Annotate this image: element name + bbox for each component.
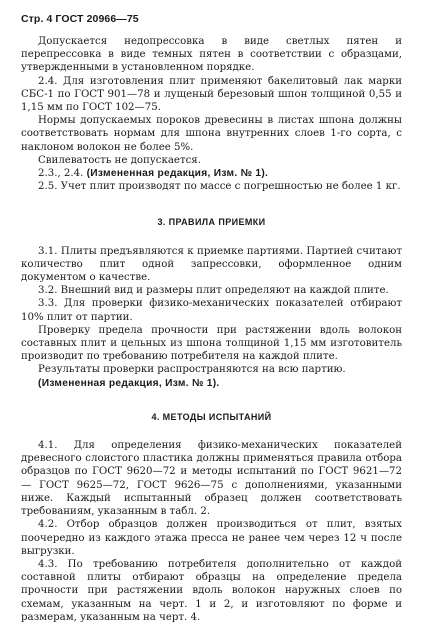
paragraph-twist: Свилеватость не допускается. — [38, 154, 201, 166]
paragraph-4-2: 4.2. Отбор образцов должен производиться от плит, взятых поочередно из каждого этажа пресса не ранее чем через 12 ч после выгрузки. — [21, 519, 402, 557]
paragraph-defects: Допускается недопрессовка в виде светлых пятен и перепрессовка в виде темных пятен в соответствии с образцами, утвержденными в установленном порядке. — [21, 36, 402, 74]
paragraph-2-4: 2.4. Для изготовления плит применяют бакелитовый лак марки СБС-1 по ГОСТ 901—78 и лущеный березовый шпон толщиной 0,55 и 1,15 мм по ГОСТ 102—75. — [21, 75, 402, 114]
amendment-note: (Измененная редакция, Изм. № 1). — [86, 168, 269, 180]
page-header: Стр. 4 ГОСТ 20966—75 — [21, 13, 139, 25]
amendment-note: (Измененная редакция, Изм. № 1). — [38, 377, 220, 389]
paragraph-results: Результаты проверки распространяются на всю партию. — [38, 364, 346, 376]
paragraph-tensile-check: Проверку предела прочности при растяжении вдоль волокон составных плит и цельных из шпона толщиной 1,15 мм изготовитель производит по требованию потребителя на каждой плите. — [21, 324, 402, 363]
paragraph-4-3: 4.3. По требованию потребителя дополнительно от каждой составной плиты отбирают образцы на определение предела прочности при растяжении вдоль волокон наружных слоев по схемам, указанным на черт. 1 и 2, и изготовляют по форме и размерам, указанным на черт. 4. — [21, 558, 402, 623]
paragraph-2-5: 2.5. Учет плит производят по массе с погрешностью не более 1 кг. — [38, 181, 401, 193]
section-title-test-methods: 4. МЕТОДЫ ИСПЫТАНИЙ — [151, 411, 272, 422]
paragraph-3-2: 3.2. Внешний вид и размеры плит определяют на каждой плите. — [38, 285, 389, 297]
section-title-acceptance: 3. ПРАВИЛА ПРИЕМКИ — [157, 217, 266, 228]
document-body — [21, 35, 402, 624]
paragraph-3-1: 3.1. Плиты предъявляются к приемке партиями. Партией считают количество плит одной запрессовки, оформленное одним документом о качестве. — [21, 245, 402, 284]
paragraph-4-1: 4.1. Для определения физико-механических показателей древесного слоистого пластика должны применяться правила отбора образцов по ГОСТ 9620—72 и методы испытаний по ГОСТ 9621—72 — ГОСТ 9625—72, ГОСТ 9626—75 с дополнениями, указанными ниже. Каждый испытанный образец должен соответствовать требованиям, указанным в табл. 2. — [21, 440, 402, 518]
paragraph-amendment-3 — [21, 377, 402, 390]
amendment-clause-ref: 2.3., 2.4. — [38, 168, 87, 180]
paragraph-3-3: 3.3. Для проверки физико-механических показателей отбирают 10% плит от партии. — [21, 298, 402, 323]
paragraph-amendment-2-3-2-4 — [21, 167, 402, 180]
paragraph-veneer-defects: Нормы допускаемых пороков древесины в листах шпона должны соответствовать нормам для шпона внутренних слоев 1-го сорта, с наклоном волокон не более 5%. — [21, 115, 402, 153]
